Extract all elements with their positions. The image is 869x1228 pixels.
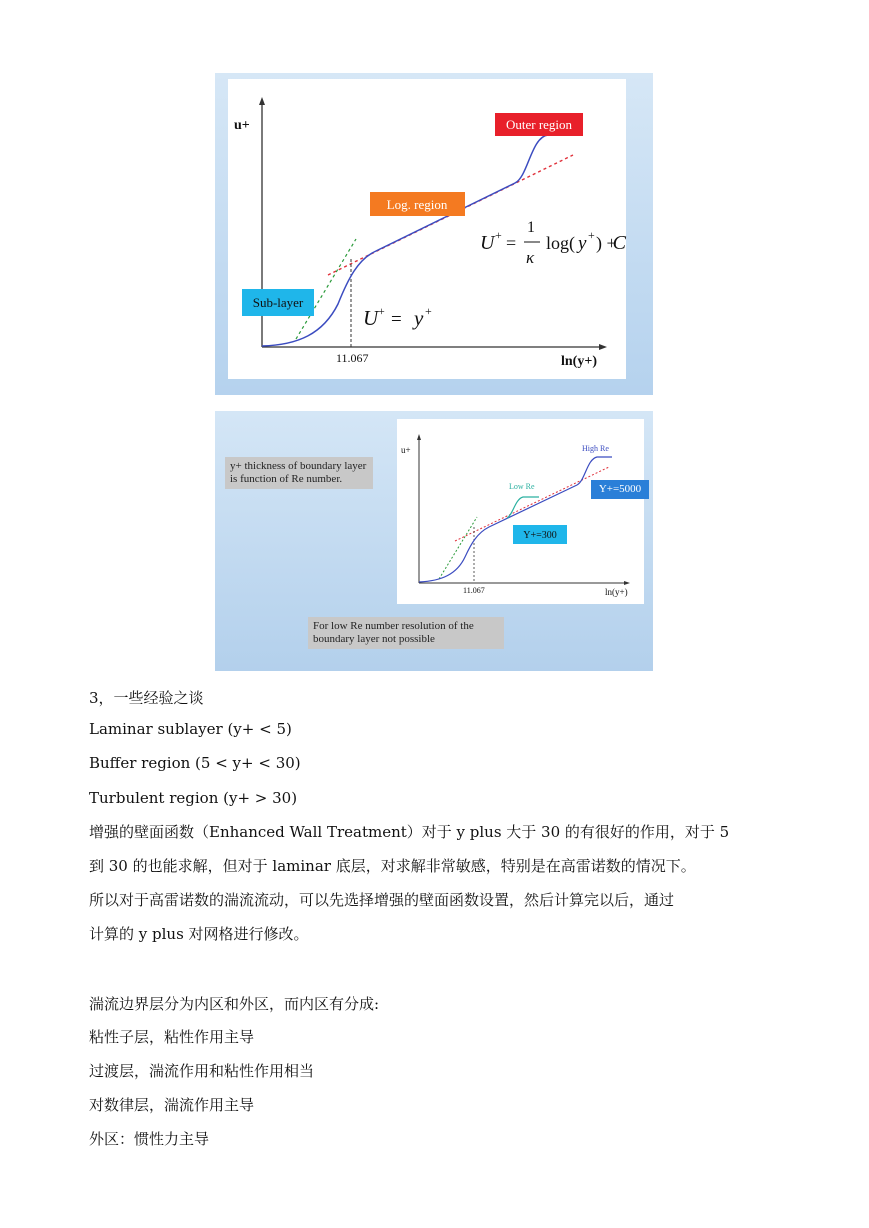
- svg-text:y: y: [414, 306, 424, 330]
- list-item: 对数律层，湍流作用主导: [89, 1096, 255, 1114]
- svg-text:U: U: [480, 232, 495, 254]
- y-plus-5000-label: Y+=5000: [598, 483, 642, 495]
- list-item: 过渡层，湍流作用和粘性作用相当: [89, 1062, 315, 1080]
- x-axis-label: ln(y+): [561, 354, 597, 369]
- wall-law-figure: [215, 73, 653, 395]
- outer-region-label: Outer region: [505, 117, 573, 132]
- paragraph: [89, 815, 789, 951]
- section-heading: 3，一些经验之谈: [89, 689, 204, 707]
- linear-law-equation: [363, 304, 432, 330]
- y-plus-5000-badge: [591, 480, 649, 499]
- high-re-curve: [419, 457, 612, 582]
- reynolds-figure: [215, 411, 653, 671]
- high-re-label: High Re: [582, 444, 609, 453]
- list-item: Laminar sublayer (y+ < 5): [89, 720, 292, 738]
- y-axis-label: u+: [401, 445, 411, 455]
- x-tick-label: 11.067: [463, 586, 485, 595]
- note-top: y+ thickness of boundary layer is function of Re number.: [225, 457, 373, 489]
- wall-law-plot: [228, 79, 626, 379]
- linear-law-line: [439, 517, 477, 579]
- paragraph-line: 计算的 y plus 对网格进行修改。: [89, 925, 309, 943]
- svg-text:) +: ) +: [596, 233, 617, 253]
- list-item: Buffer region (5 < y+ < 30): [89, 754, 301, 772]
- svg-text:+: +: [588, 228, 595, 242]
- reynolds-plot: [397, 419, 644, 604]
- y-axis-arrow: [259, 97, 265, 105]
- paragraph-line: 到 30 的也能求解，但对于 laminar 底层，对求解非常敏感，特别是在高雷诺数的情况下。: [89, 857, 696, 875]
- log-law-equation: [480, 219, 627, 267]
- svg-text:+: +: [425, 304, 432, 318]
- svg-text:U: U: [363, 306, 379, 330]
- y-plus-300-label: Y+=300: [523, 530, 557, 541]
- svg-text:+: +: [378, 304, 385, 318]
- sub-layer-label: Sub-layer: [252, 295, 304, 310]
- log-region-label: Log. region: [386, 197, 448, 212]
- low-re-curve: [507, 497, 539, 518]
- paragraph-line: 增强的壁面函数（Enhanced Wall Treatment）对于 y plus 大于 30 的有很好的作用，对于 5: [89, 823, 730, 841]
- x-axis-arrow: [599, 344, 607, 350]
- list-item: 外区：惯性力主导: [89, 1130, 210, 1148]
- svg-text:=: =: [391, 309, 402, 330]
- note-bottom: For low Re number resolution of the boundary layer not possible: [308, 617, 504, 649]
- svg-text:=: =: [506, 233, 517, 253]
- svg-text:κ: κ: [526, 248, 535, 267]
- list-item: 粘性子层，粘性作用主导: [89, 1028, 255, 1046]
- svg-text:+: +: [495, 228, 502, 242]
- svg-text:y: y: [578, 233, 587, 254]
- paragraph-line: 所以对于高雷诺数的湍流流动，可以先选择增强的壁面函数设置，然后计算完以后，通过: [89, 891, 675, 909]
- list-item: Turbulent region (y+ > 30): [89, 789, 298, 807]
- x-tick-label: 11.067: [336, 351, 369, 365]
- low-re-label: Low Re: [509, 482, 535, 491]
- body-text: [89, 680, 789, 1180]
- y-axis-label: u+: [234, 118, 250, 133]
- svg-text:log(: log(: [546, 233, 575, 253]
- svg-text:C: C: [612, 232, 626, 254]
- svg-text:1: 1: [527, 219, 535, 236]
- layers-intro: 湍流边界层分为内区和外区，而内区有分成:: [89, 995, 380, 1013]
- x-axis-label: ln(y+): [605, 587, 628, 597]
